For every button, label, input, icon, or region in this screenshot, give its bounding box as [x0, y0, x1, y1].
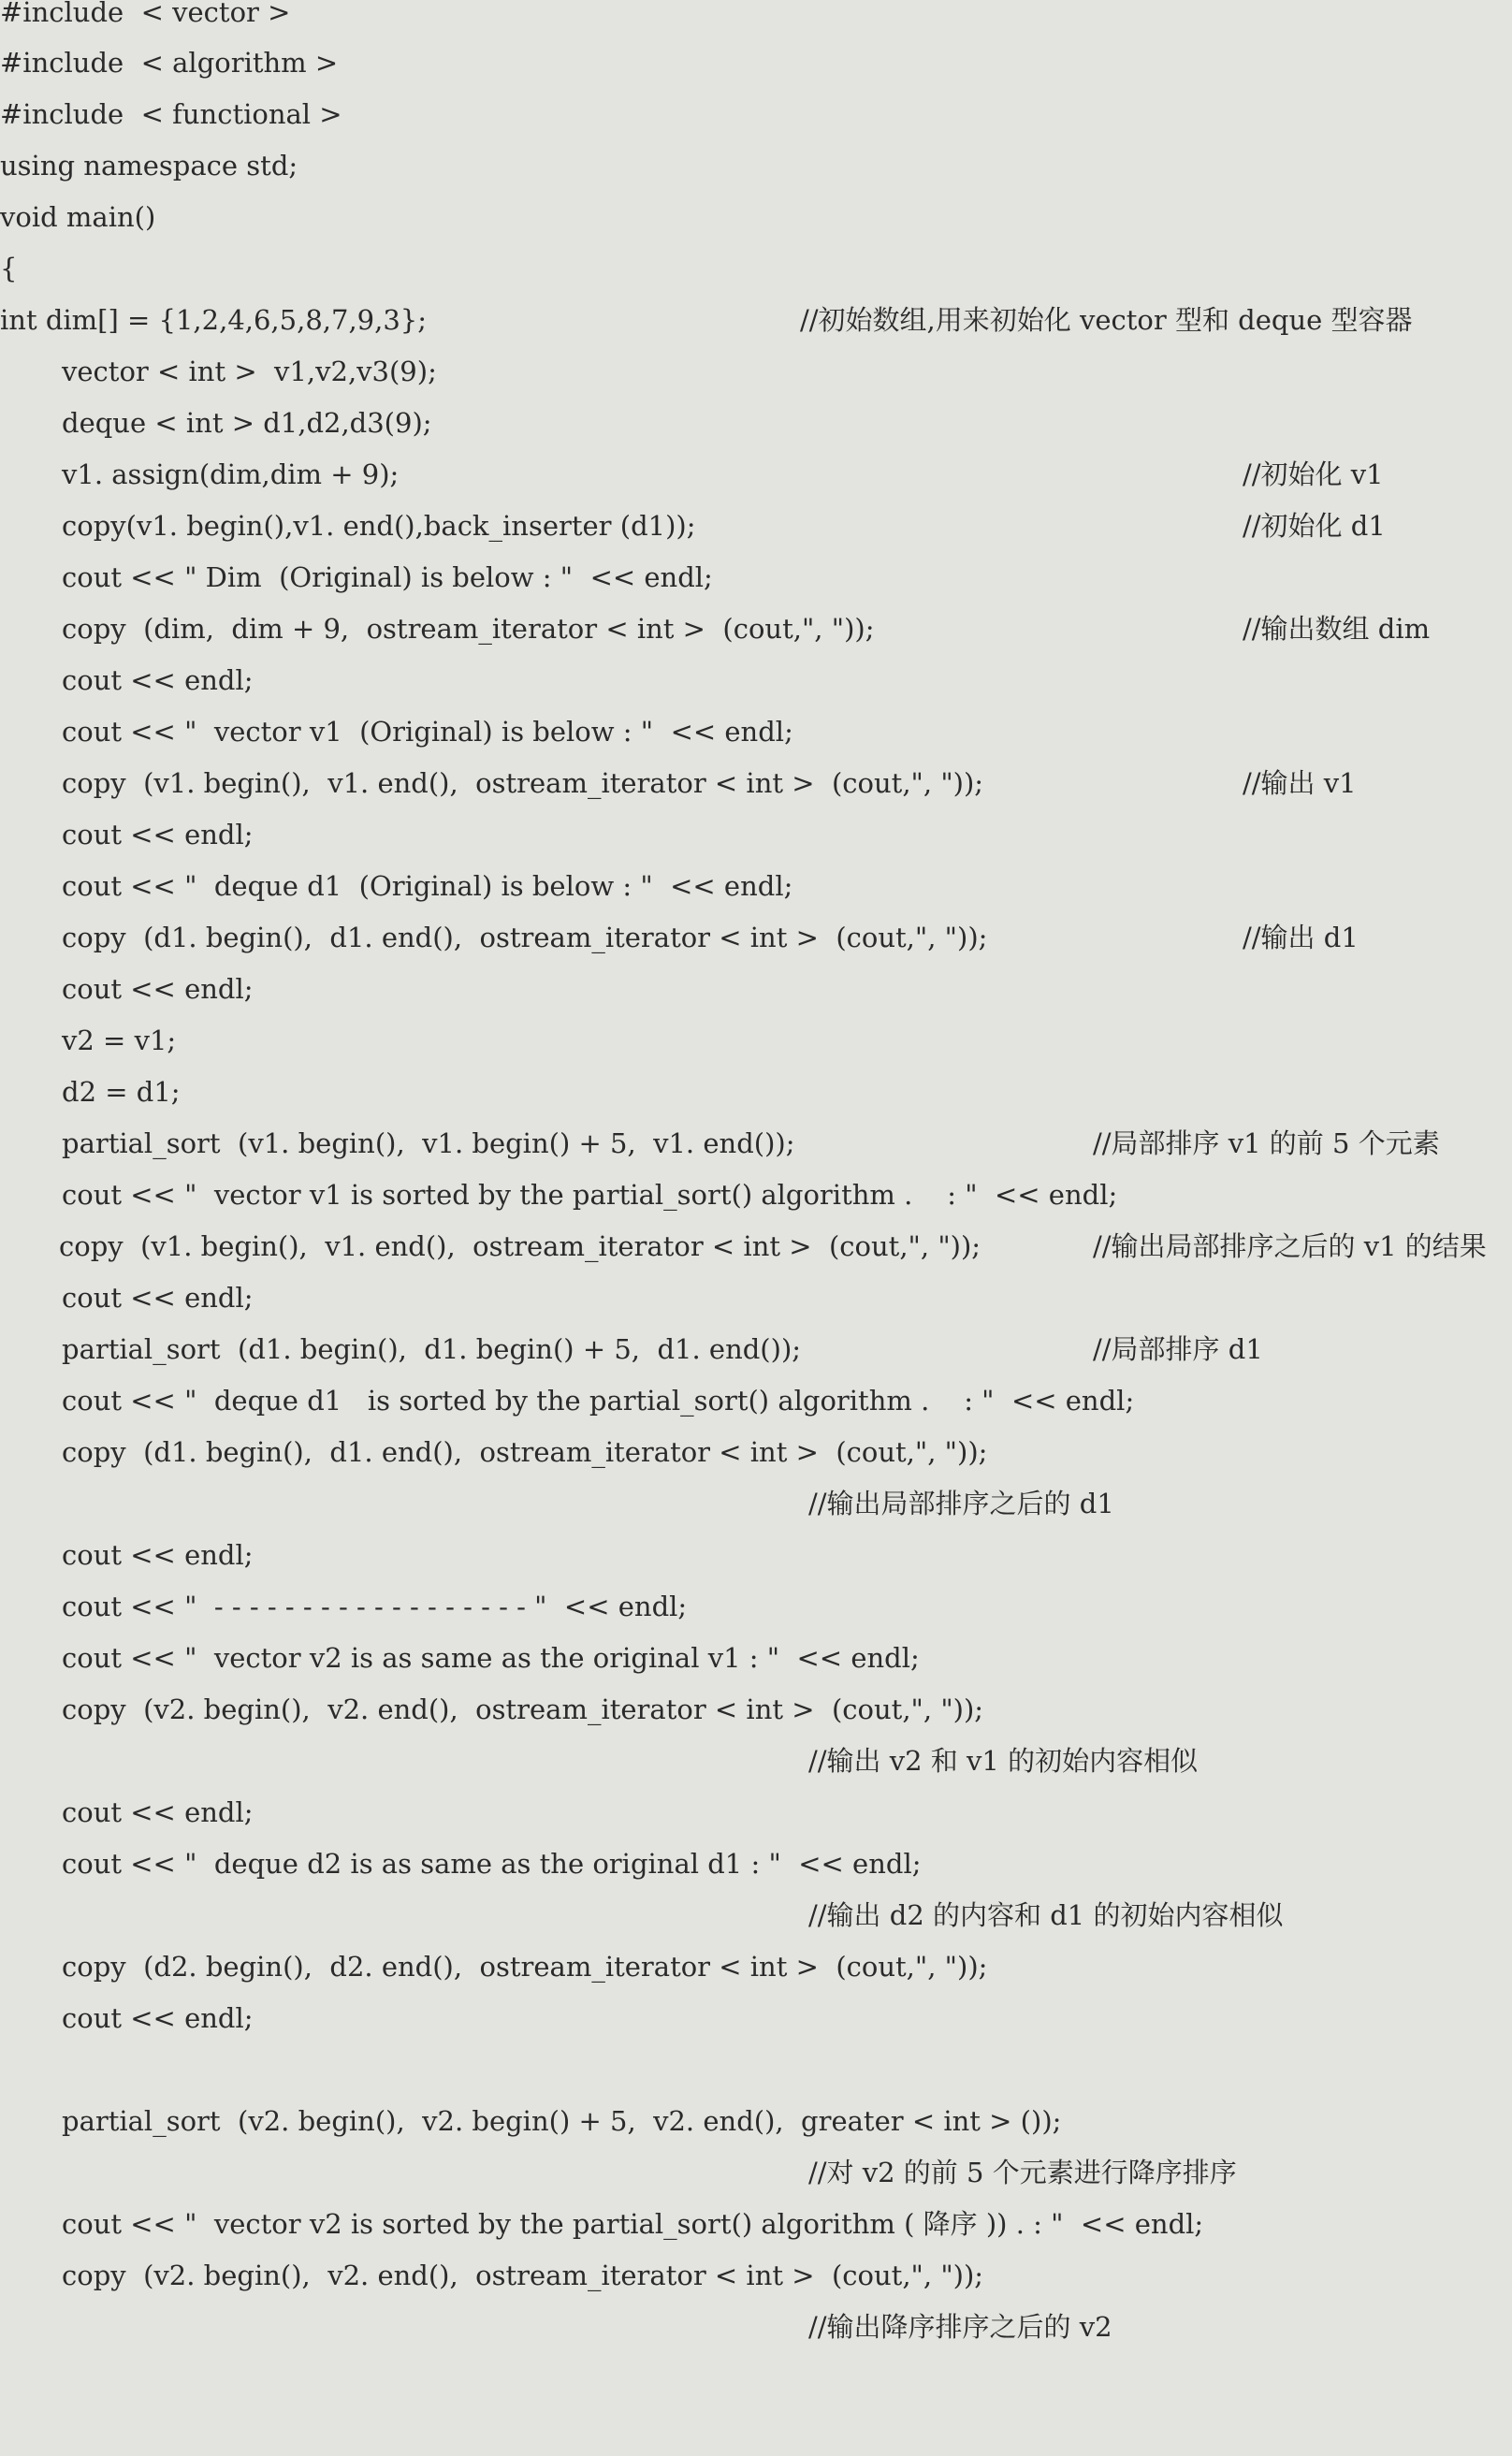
code-line	[0, 1993, 254, 2044]
code-line	[0, 1272, 254, 1324]
code-line	[0, 1530, 254, 1581]
code-line	[0, 1838, 922, 1890]
code-text: cout << " deque d1 (Original) is below : " << endl;	[62, 870, 793, 902]
code-text: v2 = v1;	[62, 1025, 177, 1056]
code-text: copy (d1. begin(), d1. end(), ostream_iterator < int > (cout,", "));	[62, 1436, 988, 1468]
code-line	[0, 2302, 1112, 2353]
comment-text: //局部排序 v1 的前 5 个元素	[1093, 1127, 1440, 1159]
code-text: deque < int > d1,d2,d3(9);	[62, 407, 432, 439]
code-text: #include < functional >	[0, 98, 342, 130]
code-text: cout << " vector v1 (Original) is below : " << endl;	[62, 716, 793, 748]
code-text: cout << endl;	[62, 1282, 254, 1314]
code-text: d2 = d1;	[62, 1076, 181, 1108]
code-line	[0, 37, 339, 89]
code-line	[0, 0, 291, 38]
code-text: partial_sort (v2. begin(), v2. begin() + 5, v2. end(), greater < int > ());	[62, 2105, 1062, 2137]
code-line	[0, 192, 156, 243]
code-line	[0, 1633, 920, 1684]
code-line	[0, 1787, 254, 1838]
code-text: cout << " deque d1 is sorted by the partial_sort() algorithm . : " << endl;	[62, 1385, 1135, 1417]
code-text: cout << endl;	[62, 973, 254, 1005]
code-text: #include < vector >	[0, 0, 291, 28]
code-line	[0, 2147, 1237, 2199]
comment-text: //输出局部排序之后的 v1 的结果	[1093, 1230, 1487, 1262]
code-line	[0, 655, 254, 706]
code-text: void main()	[0, 201, 156, 233]
code-line	[0, 140, 298, 192]
comment-text: //局部排序 d1	[1093, 1333, 1263, 1365]
code-line	[0, 1684, 984, 1736]
code-line	[0, 2199, 1204, 2250]
code-text: vector < int > v1,v2,v3(9);	[62, 356, 437, 387]
code-line	[0, 964, 254, 1015]
comment-text: //输出降序排序之后的 v2	[808, 2311, 1112, 2343]
comment-text: //输出 v2 和 v1 的初始内容相似	[808, 1745, 1199, 1777]
code-text: cout << endl;	[62, 819, 254, 850]
code-line	[0, 1478, 1114, 1530]
comment-text: //输出 d2 的内容和 d1 的初始内容相似	[808, 1899, 1284, 1931]
code-text: copy (d1. begin(), d1. end(), ostream_iterator < int > (cout,", "));	[62, 922, 988, 953]
code-line	[0, 1941, 988, 1993]
code-text: int dim[] = {1,2,4,6,5,8,7,9,3};	[0, 304, 427, 336]
code-line	[0, 449, 1384, 501]
code-line	[0, 1581, 688, 1633]
code-text: copy (dim, dim + 9, ostream_iterator < int > (cout,", "));	[62, 613, 875, 645]
comment-text: //对 v2 的前 5 个元素进行降序排序	[808, 2157, 1237, 2188]
code-line	[0, 89, 342, 140]
code-text: cout << " vector v2 is as same as the original v1 : " << endl;	[62, 1642, 920, 1674]
comment-text: //输出数组 dim	[1243, 613, 1431, 645]
comment-text: //初始化 d1	[1243, 510, 1386, 542]
code-line	[0, 1067, 181, 1118]
comment-text: //输出 v1	[1243, 767, 1357, 799]
code-text: copy (v2. begin(), v2. end(), ostream_iterator < int > (cout,", "));	[62, 2260, 984, 2291]
code-text: cout << endl;	[62, 2002, 254, 2034]
code-text: cout << endl;	[62, 1796, 254, 1828]
code-line	[0, 1324, 1263, 1375]
code-line	[0, 2096, 1062, 2147]
comment-text: //输出局部排序之后的 d1	[808, 1488, 1114, 1519]
code-line	[0, 1375, 1135, 1427]
code-line	[0, 1170, 1118, 1221]
code-line	[0, 398, 432, 449]
code-text: v1. assign(dim,dim + 9);	[62, 458, 400, 490]
code-text: cout << " Dim (Original) is below : " << endl;	[62, 561, 713, 593]
code-line	[0, 1015, 177, 1067]
code-line	[0, 1221, 1487, 1272]
code-line	[0, 706, 793, 758]
code-text: cout << endl;	[62, 664, 254, 696]
code-line	[0, 243, 35, 295]
code-text: {	[0, 253, 18, 284]
code-text: cout << " deque d2 is as same as the original d1 : " << endl;	[62, 1848, 922, 1880]
code-text: copy (v1. begin(), v1. end(), ostream_iterator < int > (cout,", "));	[59, 1230, 981, 1262]
code-line	[0, 861, 793, 912]
code-text: cout << endl;	[62, 1539, 254, 1571]
code-line	[0, 1118, 1440, 1170]
code-line	[0, 912, 1359, 964]
code-text: cout << " vector v2 is sorted by the partial_sort() algorithm ( 降序 )) . : " << endl;	[62, 2208, 1204, 2240]
code-text: using namespace std;	[0, 150, 298, 182]
code-text: cout << " - - - - - - - - - - - - - - - - - - " << endl;	[62, 1591, 688, 1622]
comment-text: //输出 d1	[1243, 922, 1359, 953]
code-line	[0, 346, 437, 398]
code-line	[0, 1736, 1199, 1787]
code-line	[0, 552, 713, 603]
code-text: copy (v1. begin(), v1. end(), ostream_iterator < int > (cout,", "));	[62, 767, 984, 799]
code-line	[0, 758, 1357, 809]
code-line	[0, 295, 1413, 346]
code-line	[0, 1890, 1284, 1941]
comment-text: //初始数组,用来初始化 vector 型和 deque 型容器	[800, 304, 1413, 336]
code-line	[0, 809, 254, 861]
code-text: partial_sort (d1. begin(), d1. begin() + 5, d1. end());	[62, 1333, 802, 1365]
code-line	[0, 603, 1431, 655]
code-line	[0, 1427, 988, 1478]
code-text: #include < algorithm >	[0, 47, 339, 79]
code-text: copy (d2. begin(), d2. end(), ostream_iterator < int > (cout,", "));	[62, 1951, 988, 1983]
code-line	[0, 501, 1386, 552]
code-text: cout << " vector v1 is sorted by the partial_sort() algorithm . : " << endl;	[62, 1179, 1118, 1211]
code-text: copy(v1. begin(),v1. end(),back_inserter (d1));	[62, 510, 696, 542]
code-text: copy (v2. begin(), v2. end(), ostream_iterator < int > (cout,", "));	[62, 1693, 984, 1725]
comment-text: //初始化 v1	[1243, 458, 1384, 490]
code-line	[0, 2250, 984, 2302]
code-text: partial_sort (v1. begin(), v1. begin() + 5, v1. end());	[62, 1127, 795, 1159]
